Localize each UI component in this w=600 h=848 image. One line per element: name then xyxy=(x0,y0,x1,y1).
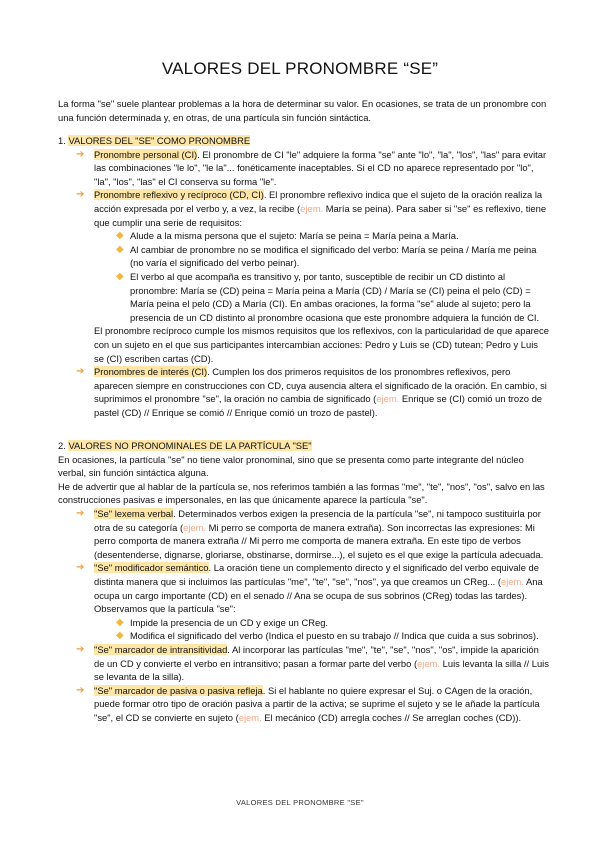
item-text: . Al incorporar las partículas "me", "te", "se", "nos", "os", impide la aparición de un CD y convierte el verbo en intransitivo; pasan a formar parte del verbo ( xyxy=(94,643,539,669)
example-marker: ejem. xyxy=(238,711,262,723)
example-marker: ejem. xyxy=(300,202,324,214)
sub-list-item xyxy=(58,270,550,324)
item-text: El mecánico (CD) arregla coches // Se arreglan coches (CD)). xyxy=(261,711,522,723)
section-2 xyxy=(58,439,550,724)
section-1 xyxy=(58,134,550,419)
item-text: Ana ocupa un cargo importante (CD) en el senado // Ana se ocupa de sus sobrinos (CReg) todas las tardes). Observamos que la partícula "se": xyxy=(94,575,543,615)
item-label: "Se" lexema verbal xyxy=(94,507,174,519)
section-2-title: VALORES NO PRONOMINALES DE LA PARTÍCULA "SE" xyxy=(68,440,312,451)
sub-item-text: Modifica el significado del verbo (Indica el puesto en su trabajo // Indica que cuida a sus sobrinos). xyxy=(130,630,539,642)
section-2-intro-2: He de advertir que al hablar de la partícula se, nos referimos también a las formas "me", "te", "nos", "os", salvo en las construcciones pasivas e impersonales, en las que únicamente aparece la partícula "se". xyxy=(58,480,545,506)
diamond-icon: ◆ xyxy=(116,243,124,255)
arrow-icon: ➔ xyxy=(76,643,85,655)
list-item xyxy=(58,148,550,189)
arrow-icon: ➔ xyxy=(76,562,85,574)
item-label: "Se" marcador de pasiva o pasiva refleja xyxy=(94,684,263,696)
reciprocal-paragraph: El pronombre recíproco cumple los mismos requisitos que los reflexivos, con la particularidad de que aparece con un sujeto en el que sus participantes intercambian acciones: Pedro y Luis se (CD) tutean; Pedro y Luis se (CI) escriben cartas (CD). xyxy=(94,325,549,364)
item-text: . Determinados verbos exigen la presencia de la partícula "se", ni tampoco sustituirla por otra de su categoría ( xyxy=(94,507,541,533)
item-label: "Se" marcador de intransitividad xyxy=(94,643,228,655)
item-label: Pronombre personal (CI) xyxy=(94,148,198,160)
item-text: María se peina). Para saber si "se" es reflexivo, tiene que cumplir una serie de requisitos: xyxy=(94,202,547,228)
item-text: . El pronombre reflexivo indica que el sujeto de la oración realiza la acción expresada por el verbo y, a vez, la recibe ( xyxy=(94,189,543,214)
item-label: Pronombre reflexivo y recíproco (CD, CI) xyxy=(94,189,264,201)
sub-list-item xyxy=(58,629,550,643)
list-item xyxy=(58,561,550,615)
section-2-number: 2. xyxy=(58,440,66,451)
example-marker: ejem. xyxy=(417,657,441,669)
section-1-title: VALORES DEL "SE" COMO PRONOMBRE xyxy=(68,135,251,146)
list-item xyxy=(58,188,550,229)
section-1-number: 1. xyxy=(58,135,66,146)
sub-list-item xyxy=(58,243,550,270)
sub-item-text: Impide la presencia de un CD y exige un CReg. xyxy=(130,616,329,628)
item-label: Pronombres de interés (CI) xyxy=(94,366,208,378)
sub-item-text: Alude a la misma persona que el sujeto: María se peina = María peina a María. xyxy=(130,230,459,242)
arrow-icon: ➔ xyxy=(76,684,85,696)
example-marker: ejem. xyxy=(376,393,400,405)
sub-item-text: Al cambiar de pronombre no se modifica el significado del verbo: María se peina / María me peina (no varía el significado del verbo peinar). xyxy=(130,243,537,269)
example-marker: ejem. xyxy=(183,521,207,533)
item-text: Enrique se (CI) comió un trozo de pastel (CD) // Enrique se comió // Enrique comió un trozo de pastel). xyxy=(94,393,543,418)
item-text: . El pronombre de CI "le" adquiere la forma "se" ante "lo", "la", "los", "las" para evitar las combinaciones "le lo", "le la"... fonéticamente inaceptables. Si el CD no aparece representado por "lo", "la", "los", "las" el CI conserva su forma "le". xyxy=(94,148,547,187)
list-item xyxy=(58,643,550,684)
item-text: Mi perro se comporta de manera extraña). Son incorrectas las expresiones: Mi perro comporta de manera extraña // Mi perro me comporta de manera extraña. En este tipo de verbos (desentenderse, dignarse, gloriarse, obstinarse, dormirse...), el sujeto es el que exige la partícula adecuada. xyxy=(94,521,544,560)
item-text: . Si el hablante no quiere expresar el Suj. o CAgen de la oración, puede formar otro tipo de oración pasiva a partir de la activa; se suprime el sujeto y se le añade la partícula "se", el CD se convierte en sujeto ( xyxy=(94,684,540,723)
page-footer: VALORES DEL PRONOMBRE "SE" xyxy=(236,798,364,807)
diamond-icon: ◆ xyxy=(116,630,124,642)
section-2-heading xyxy=(58,439,550,453)
arrow-icon: ➔ xyxy=(76,148,85,160)
arrow-icon: ➔ xyxy=(76,189,85,201)
diamond-icon: ◆ xyxy=(116,230,124,242)
item-text: Luis levanta la silla // Luis se levanta de la silla). xyxy=(94,657,549,683)
section-2-intro: En ocasiones, la partícula "se" no tiene valor pronominal, sino que se presenta como parte integrante del núcleo verbal, sin función sintáctica alguna. xyxy=(58,453,524,479)
sub-item-text: El verbo al que acompaña es transitivo y, por tanto, susceptible de recibir un CD distinto al pronombre: María se (CD) peina = María peina a María (CD) / María se (CI) peina el pelo (CD) = María peina el pelo (CD) a María (CI). En ambas oraciones, la forma "se" alude al sujeto; pero la presencia de un CD distinto al pronombre ocasiona que este pronombre adquiera la función de CI. xyxy=(130,270,540,323)
arrow-icon: ➔ xyxy=(76,507,85,519)
example-marker: ejem. xyxy=(501,575,524,587)
diamond-icon: ◆ xyxy=(116,616,124,628)
intro-paragraph: La forma "se" suele plantear problemas a la hora de determinar su valor. En ocasiones, se trata de un pronombre con una función determinada y, en otras, de una partícula sin función sintáctica. xyxy=(58,98,547,123)
list-item xyxy=(58,507,550,561)
item-text: . Cumplen los dos primeros requisitos de los pronombres reflexivos, pero aparecen siempre en construcciones con CD, cuya ausencia altera el significado de la oración. En cambio, si suprimimos el pronombre "se", la oración no cambia de significado ( xyxy=(94,366,547,405)
sub-list-item xyxy=(58,229,550,243)
arrow-icon: ➔ xyxy=(76,366,85,378)
page-title: VALORES DEL PRONOMBRE “SE” xyxy=(161,59,439,78)
item-label: "Se" modificador semántico xyxy=(94,562,209,574)
sub-list-item xyxy=(58,616,550,630)
list-item xyxy=(58,684,550,725)
list-item xyxy=(58,365,550,419)
diamond-icon: ◆ xyxy=(116,270,124,282)
item-text: . La oración tiene un complemento directo y el significado del verbo equivale de distinta manera que si incluimos las partículas "me", "te", "se", "nos", ya que creamos un CReg... ( xyxy=(94,562,539,587)
section-1-heading xyxy=(58,134,550,148)
